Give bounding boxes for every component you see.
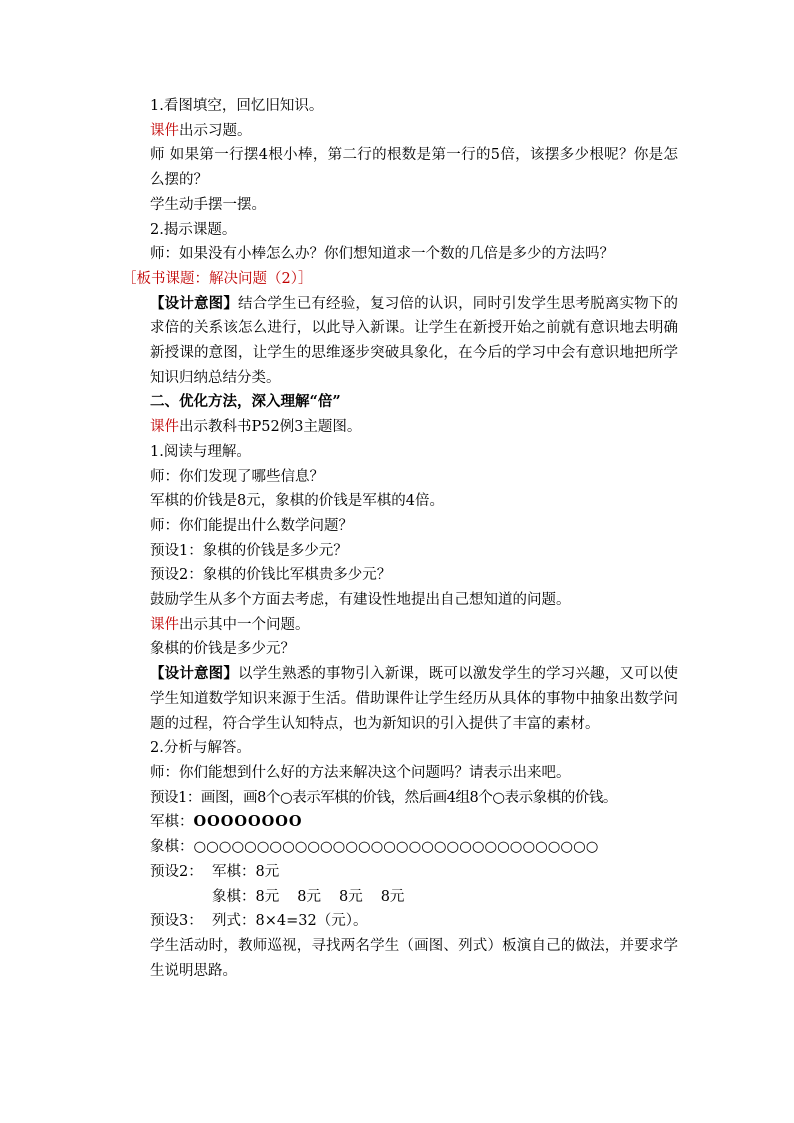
xiangqi-circles: ○○○○○○○○○○○○○○○○○○○○○○○○○○○○○○○○	[193, 839, 599, 856]
courseware-line-3: 课件出示其中一个问题。	[150, 616, 310, 633]
step-review: 1.看图填空，回忆旧知识。	[150, 98, 324, 114]
preset-2-diagram: 预设2： 军棋：8元	[150, 863, 280, 880]
student-activity: 学生动手摆一摆。	[150, 196, 266, 213]
step-analyze: 2.分析与解答。	[150, 740, 251, 757]
step-read: 1.阅读与理解。	[150, 443, 251, 460]
teacher-question-3: 师：你们发现了哪些信息？	[150, 468, 324, 485]
courseware-line: 课件出示习题。	[150, 122, 252, 139]
junqi-circles: OOOOOOOO	[193, 813, 303, 831]
document-body	[118, 94, 678, 983]
junqi-circles-line: 军棋：OOOOOOOO	[150, 813, 303, 831]
courseware-label: 课件	[150, 122, 179, 139]
teacher-question: 师 如果第一行摆4根小棒，第二行的根数是第一行的5倍，该摆多少根呢？你是怎么摆的？	[150, 147, 678, 189]
design-intent-2: 【设计意图】以学生熟悉的事物引入新课，既可以激发学生的学习兴趣，又可以使学生知道数学知识来源于生活。借助课件让学生经历从具体的事物中抽象出数学问题的过程，符合学生认知特点，也为新知识的引入提供了丰富的素材。	[150, 665, 678, 732]
encourage-line: 鼓励学生从多个方面去考虑，有建设性地提出自己想知道的问题。	[150, 592, 571, 609]
xiangqi-values-line: 象棋：8元 8元 8元 8元	[212, 888, 405, 905]
courseware-line-2: 课件出示教科书P52例3主题图。	[150, 419, 362, 436]
teacher-patrol: 学生活动时，教师巡视，寻找两名学生（画图、列式）板演自己的做法，并要求学生说明思路。	[150, 937, 678, 979]
xiangqi-circles-line: 象棋：○○○○○○○○○○○○○○○○○○○○○○○○○○○○○○○○	[150, 839, 599, 856]
design-intent-1: 【设计意图】结合学生已有经验，复习倍的认识，同时引发学生思考脱离实物下的求倍的关系该怎么进行，以此导入新课。让学生在新授开始之前就有意识地去明确新授课的意图，让学生的思维逐步突破具象化，在今后的学习中会有意识地把所学知识归纳总结分类。	[150, 294, 678, 386]
teacher-question-2: 师：如果没有小棒怎么办？你们想知道求一个数的几倍是多少的方法吗？	[150, 246, 614, 263]
teacher-question-5: 师：你们能想到什么好的方法来解决这个问题吗？请表示出来吧。	[150, 764, 571, 781]
question-line: 象棋的价钱是多少元？	[150, 641, 295, 658]
preset-1: 预设1：象棋的价钱是多少元？	[150, 542, 348, 559]
design-intent-tag: 【设计意图】	[150, 294, 239, 312]
step-reveal-topic: 2.揭示课题。	[150, 221, 237, 238]
preset-2: 预设2：象棋的价钱比军棋贵多少元？	[150, 567, 392, 584]
preset-3: 预设3： 列式：8×4=32（元）。	[150, 913, 368, 930]
teacher-question-4: 师：你们能提出什么数学问题？	[150, 517, 353, 534]
board-topic: ［板书课题：解决问题（2）］	[122, 270, 313, 287]
preset-drawing: 预设1：画图，画8个○表示军棋的价钱，然后画4组8个○表示象棋的价钱。	[150, 789, 617, 806]
section-heading: 二、优化方法，深入理解“倍”	[150, 393, 341, 411]
info-line: 军棋的价钱是8元，象棋的价钱是军棋的4倍。	[150, 493, 444, 510]
